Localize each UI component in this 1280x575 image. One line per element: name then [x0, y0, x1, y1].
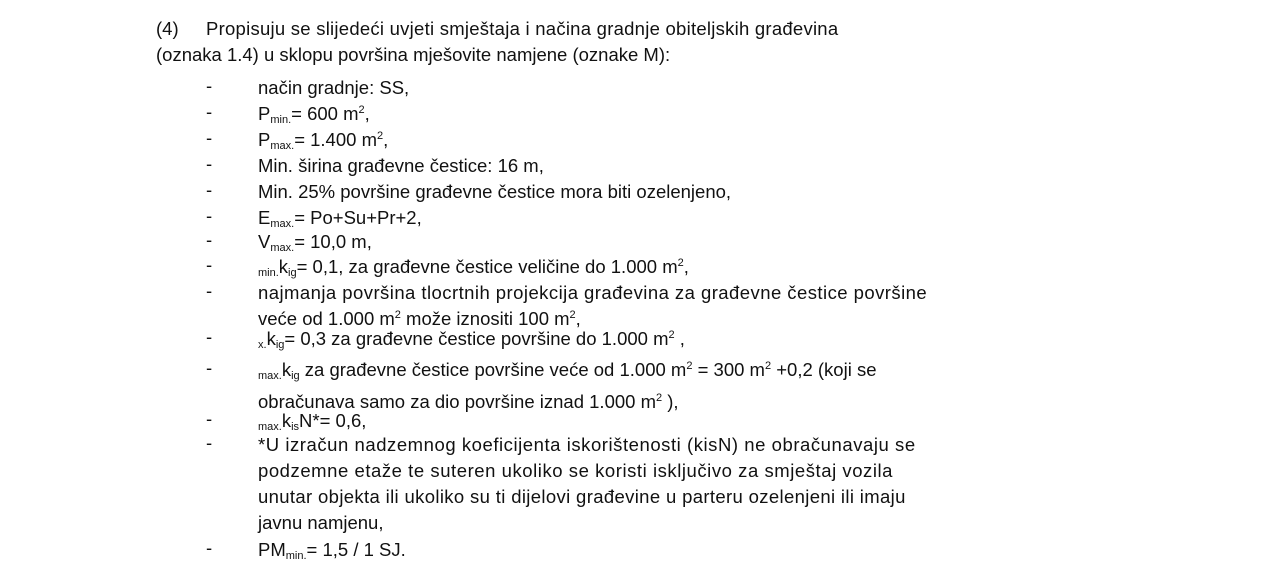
- paragraph-line-1-text: Propisuju se slijedeći uvjeti smještaja i načina gradnje obiteljskih građevina: [206, 18, 839, 39]
- list-item-text: [258, 432, 948, 536]
- list-item-text: $PM_{min.}= 1,5 / 1$ SJ.: [258, 539, 406, 562]
- list-item-text: $P_{min.}= 600$ $m^2$,: [258, 103, 370, 126]
- list-item-text: $\min.k_{ig}= 0,1$, za građevne čestice veličine do 1.000 $m^2$,: [258, 256, 689, 279]
- list-dash: -: [206, 179, 213, 200]
- list-dash: -: [206, 408, 213, 429]
- list-item-line: obračunava samo za dio površine iznad 1.000 $m^2$ ),: [258, 391, 679, 412]
- list-dash: -: [206, 357, 213, 378]
- list-item-line: *U izračun nadzemnog koeficijenta iskorištenosti (kisN) ne obračunavaju se: [258, 434, 916, 455]
- paragraph-number: (4): [156, 18, 179, 39]
- list-item-line: veće od 1.000 $m^2$ može iznositi 100 $m^2$,: [258, 308, 581, 329]
- list-dash: -: [206, 280, 213, 301]
- list-item-line: unutar objekta ili ukoliko su ti dijelovi građevine u parteru ozelenjeni ili imaju: [258, 486, 906, 507]
- list-item-text: [258, 280, 948, 332]
- list-item-line: najmanja površina tlocrtnih projekcija građevina za građevne čestice površine: [258, 282, 928, 303]
- list-dash: -: [206, 205, 213, 226]
- list-dash: -: [206, 326, 213, 347]
- list-dash: -: [206, 432, 213, 453]
- paragraph-line-1: [156, 16, 886, 42]
- list-item-line: $\max.k_{ig}$ za građevne čestice površine veće od 1.000 $m^2 = 300$ $m^2 +0,2$ (koji se: [258, 359, 877, 382]
- list-item-text: Min. 25% površine građevne čestice mora biti ozelenjeno,: [258, 181, 732, 202]
- list-item-line: javnu namjenu,: [258, 512, 384, 533]
- list-item-text: način gradnje: SS,: [258, 77, 410, 98]
- list-dash: -: [206, 127, 213, 148]
- list-item-text: $E_{max.}= Po+Su+Pr+2$,: [258, 207, 422, 230]
- list-item-text: Min. širina građevne čestice: 16 m,: [258, 155, 544, 176]
- list-item-text: [258, 357, 930, 415]
- list-dash: -: [206, 75, 213, 96]
- list-dash: -: [206, 101, 213, 122]
- list-dash: -: [206, 153, 213, 174]
- list-item-text: $x.k_{ig}= 0,3$ za građevne čestice površine do 1.000 $m^2$ ,: [258, 328, 685, 351]
- list-item-text: $\max.k_{is}N*= 0,6$,: [258, 410, 367, 433]
- list-dash: -: [206, 537, 213, 558]
- paragraph-line-2: (oznaka 1.4) u sklopu površina mješovite namjene (oznake M):: [156, 44, 671, 65]
- list-item-text: $V_{max.}= 10,0$ m,: [258, 231, 372, 254]
- paragraph-intro: [156, 16, 886, 68]
- list-dash: -: [206, 254, 213, 275]
- list-dash: -: [206, 229, 213, 250]
- list-item-text: $P_{max.}= 1.400$ $m^2$,: [258, 129, 389, 152]
- list-item-line: podzemne etaže te suteren ukoliko se koristi isključivo za smještaj vozila: [258, 460, 894, 481]
